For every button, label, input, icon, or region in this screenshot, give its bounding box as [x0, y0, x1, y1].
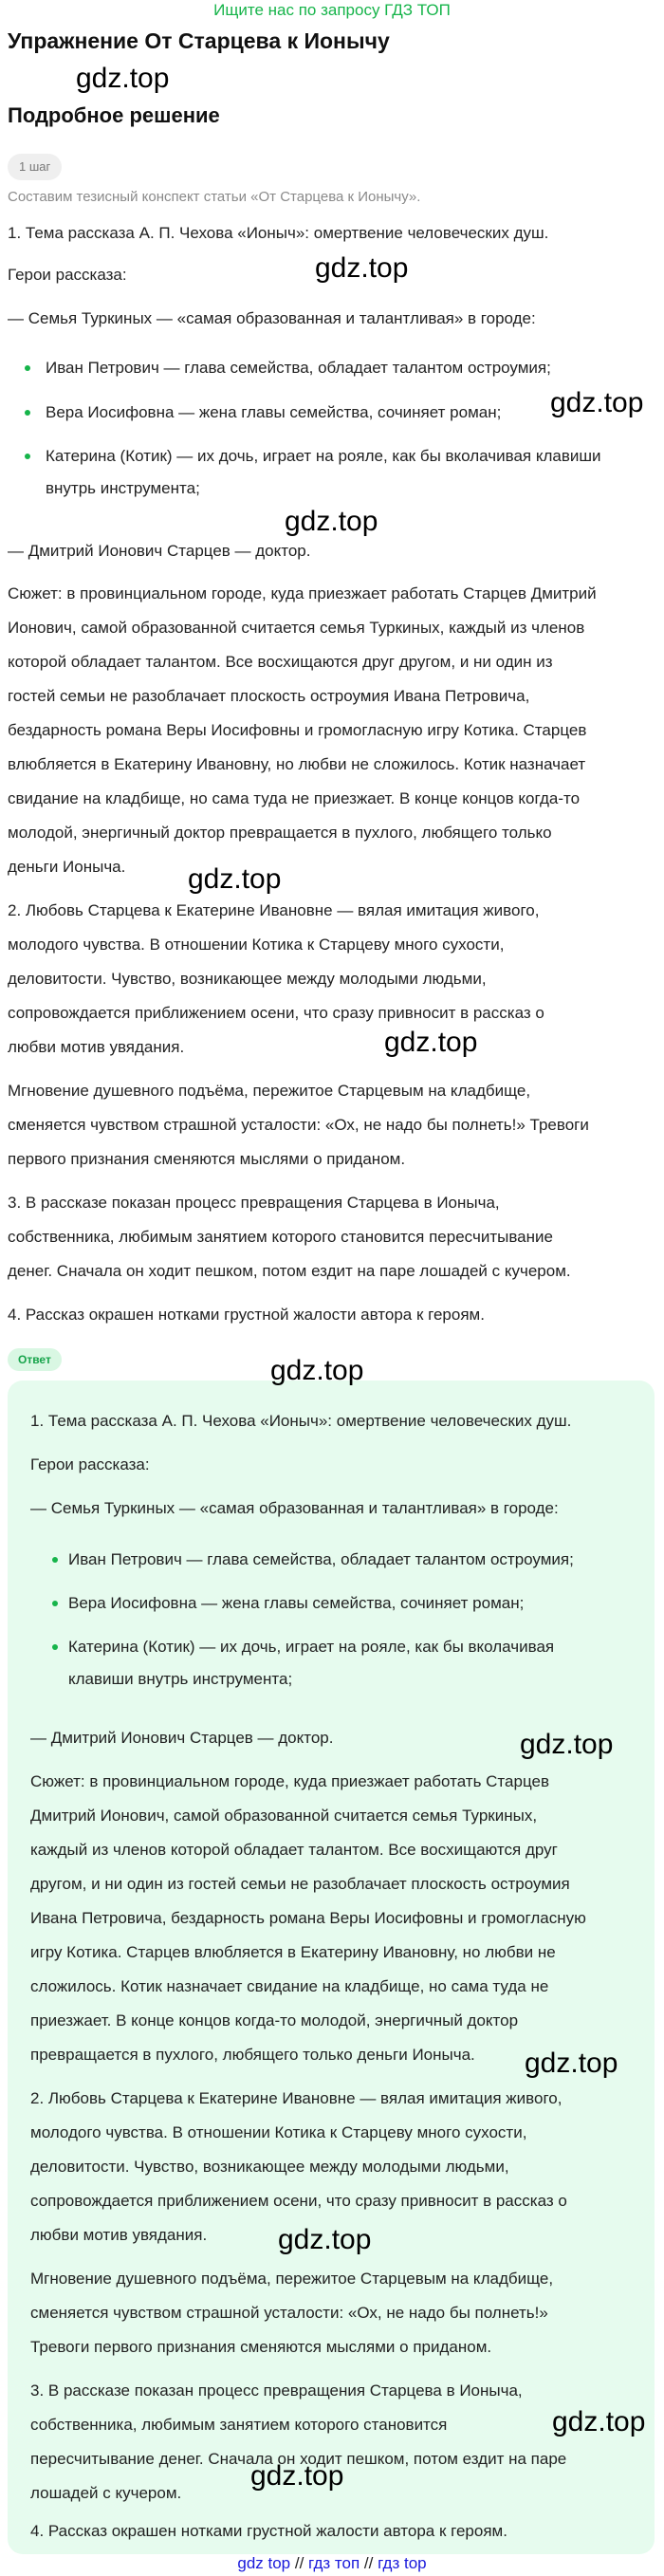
footer-links	[0, 2552, 664, 2575]
answer-paragraph: 4. Рассказ окрашен нотками грустной жалости автора к героям.	[30, 2522, 507, 2540]
answer-paragraph: деловитости. Чувство, возникающее между молодыми людьми,	[30, 2158, 509, 2176]
list-item: Катерина (Котик) — их дочь, играет на рояле, как бы вколачивая клавиши	[46, 447, 601, 465]
answer-paragraph: 1. Тема рассказа А. П. Чехова «Ионыч»: омертвение человеческих душ.	[30, 1412, 572, 1430]
solution-paragraph: влюбляется в Екатерину Ивановну, но любви не сложилось. Котик назначает	[8, 755, 586, 773]
solution-paragraph: — Дмитрий Ионович Старцев — доктор.	[8, 542, 311, 560]
solution-paragraph: любви мотив увядания.	[8, 1038, 185, 1056]
footer-link-gdz-top-mixed[interactable]: гдз top	[378, 2554, 427, 2572]
solution-paragraph: 1. Тема рассказа А. П. Чехова «Ионыч»: омертвение человеческих душ.	[8, 224, 549, 242]
footer-separator: //	[294, 2554, 304, 2572]
solution-paragraph: которой обладает талантом. Все восхищаются друг другом, и ни один из	[8, 653, 553, 671]
answer-list-item: клавиши внутрь инструмента;	[68, 1670, 293, 1688]
solution-paragraph: бездарность романа Веры Иосифовны и громогласную игру Котика. Старцев	[8, 721, 587, 739]
task-text: Составим тезисный конспект статьи «От Старцева к Ионычу».	[8, 189, 421, 205]
search-hint-banner[interactable]: Ищите нас по запросу ГДЗ ТОП	[213, 1, 451, 19]
answer-paragraph: другом, и ни один из гостей семьи не разоблачает плоскость остроумия	[30, 1875, 570, 1893]
answer-paragraph: каждый из членов которой обладает талантом. Все восхищаются друг	[30, 1841, 558, 1859]
solution-paragraph: деньги Ионыча.	[8, 858, 126, 876]
solution-paragraph: Герои рассказа:	[8, 266, 127, 284]
answer-paragraph: игру Котика. Старцев влюбляется в Екатерину Ивановну, но любви не	[30, 1943, 556, 1961]
solution-paragraph: молодого чувства. В отношении Котика к Старцеву много сухости,	[8, 936, 505, 954]
bullet-icon	[52, 1644, 58, 1650]
solution-paragraph: сменяется чувством страшной усталости: «Ох, не надо бы полнеть!» Тревоги	[8, 1116, 589, 1134]
solution-paragraph: 4. Рассказ окрашен нотками грустной жалости автора к героям.	[8, 1306, 485, 1324]
page-title: Упражнение От Старцева к Ионычу	[8, 28, 390, 53]
watermark: gdz.top	[76, 63, 170, 94]
answer-paragraph: Мгновение душевного подъёма, пережитое Старцевым на кладбище,	[30, 2270, 554, 2288]
watermark: gdz.top	[550, 387, 644, 418]
watermark: gdz.top	[552, 2406, 646, 2437]
watermark: gdz.top	[520, 1729, 614, 1760]
answer-paragraph: Дмитрий Ионович, самой образованной считается семья Туркиных,	[30, 1807, 538, 1825]
answer-paragraph: сменяется чувством страшной усталости: «Ох, не надо бы полнеть!»	[30, 2304, 548, 2322]
answer-paragraph: 2. Любовь Старцева к Екатерине Ивановне — вялая имитация живого,	[30, 2089, 563, 2107]
watermark: gdz.top	[250, 2460, 344, 2492]
solution-paragraph: первого признания сменяются мыслями о приданом.	[8, 1150, 406, 1168]
answer-paragraph: 3. В рассказе показан процесс превращения Старцева в Ионыча,	[30, 2381, 523, 2400]
bullet-icon	[25, 365, 30, 371]
watermark: gdz.top	[188, 863, 282, 895]
solution-paragraph: — Семья Туркиных — «самая образованная и талантливая» в городе:	[8, 309, 536, 327]
watermark: gdz.top	[525, 2048, 618, 2079]
answer-list-item: Иван Петрович — глава семейства, обладает талантом остроумия;	[68, 1550, 574, 1568]
solution-paragraph: Мгновение душевного подъёма, пережитое Старцевым на кладбище,	[8, 1082, 531, 1100]
answer-list-item: Вера Иосифовна — жена главы семейства, сочиняет роман;	[68, 1594, 525, 1612]
solution-paragraph: собственника, любимым занятием которого становится пересчитывание	[8, 1228, 553, 1246]
solution-paragraph: гостей семьи не разоблачает плоскость остроумия Ивана Петровича,	[8, 687, 530, 705]
watermark: gdz.top	[270, 1355, 364, 1386]
watermark: gdz.top	[278, 2224, 372, 2255]
solution-paragraph: деловитости. Чувство, возникающее между молодыми людьми,	[8, 970, 487, 988]
solution-paragraph: Ионович, самой образованной считается семья Туркиных, каждый из членов	[8, 619, 585, 637]
solution-paragraph: 3. В рассказе показан процесс превращения Старцева в Ионыча,	[8, 1194, 500, 1212]
answer-paragraph: собственника, любимым занятием которого становится	[30, 2416, 448, 2434]
answer-paragraph: Герои рассказа:	[30, 1455, 150, 1473]
answer-paragraph: сложилось. Котик назначает свидание на кладбище, но сама туда не	[30, 1977, 549, 1995]
answer-paragraph: — Дмитрий Ионович Старцев — доктор.	[30, 1729, 334, 1747]
answer-paragraph: лошадей с кучером.	[30, 2484, 182, 2502]
section-subtitle: Подробное решение	[8, 103, 220, 127]
answer-paragraph: Ивана Петровича, бездарность романа Веры Иосифовны и громогласную	[30, 1909, 586, 1927]
solution-paragraph: сопровождается приближением осени, что сразу привносит в рассказ о	[8, 1004, 544, 1022]
footer-link-gdz-top-ru[interactable]: гдз топ	[308, 2554, 360, 2572]
bullet-icon	[25, 410, 30, 416]
answer-paragraph: сопровождается приближением осени, что сразу привносит в рассказ о	[30, 2192, 567, 2210]
bullet-icon	[52, 1601, 58, 1606]
solution-paragraph: молодой, энергичный доктор превращается в пухлого, любящего только	[8, 824, 552, 842]
solution-paragraph: свидание на кладбище, но сама туда не приезжает. В конце концов когда-то	[8, 789, 581, 807]
solution-paragraph: 2. Любовь Старцева к Екатерине Ивановне — вялая имитация живого,	[8, 901, 540, 919]
answer-paragraph: Сюжет: в провинциальном городе, куда приезжает работать Старцев	[30, 1772, 549, 1790]
answer-paragraph: пересчитывание денег. Сначала он ходит пешком, потом ездит на паре	[30, 2450, 567, 2468]
solution-paragraph: Сюжет: в провинциальном городе, куда приезжает работать Старцев Дмитрий	[8, 584, 597, 602]
answer-paragraph: превращается в пухлого, любящего только деньги Ионыча.	[30, 2046, 475, 2064]
list-item: Иван Петрович — глава семейства, обладает талантом остроумия;	[46, 359, 551, 377]
watermark: gdz.top	[384, 1027, 478, 1058]
answer-badge: Ответ	[8, 1348, 62, 1371]
answer-paragraph: молодого чувства. В отношении Котика к Старцеву много сухости,	[30, 2123, 527, 2141]
footer-link-gdz-top[interactable]: gdz top	[237, 2554, 291, 2572]
answer-paragraph: Тревоги первого признания сменяются мыслями о приданом.	[30, 2338, 492, 2356]
answer-list-item: Катерина (Котик) — их дочь, играет на рояле, как бы вколачивая	[68, 1638, 555, 1656]
watermark: gdz.top	[315, 252, 409, 284]
bullet-icon	[52, 1557, 58, 1563]
solution-paragraph: денег. Сначала он ходит пешком, потом ездит на паре лошадей с кучером.	[8, 1262, 571, 1280]
answer-paragraph: приезжает. В конце концов когда-то молодой, энергичный доктор	[30, 2011, 519, 2029]
answer-paragraph: любви мотив увядания.	[30, 2226, 208, 2244]
answer-paragraph: — Семья Туркиных — «самая образованная и талантливая» в городе:	[30, 1499, 559, 1517]
footer-separator: //	[363, 2554, 374, 2572]
list-item: Вера Иосифовна — жена главы семейства, сочиняет роман;	[46, 403, 502, 421]
bullet-icon	[25, 454, 30, 459]
list-item: внутрь инструмента;	[46, 479, 200, 497]
watermark: gdz.top	[285, 506, 378, 537]
step-badge: 1 шаг	[8, 154, 62, 180]
